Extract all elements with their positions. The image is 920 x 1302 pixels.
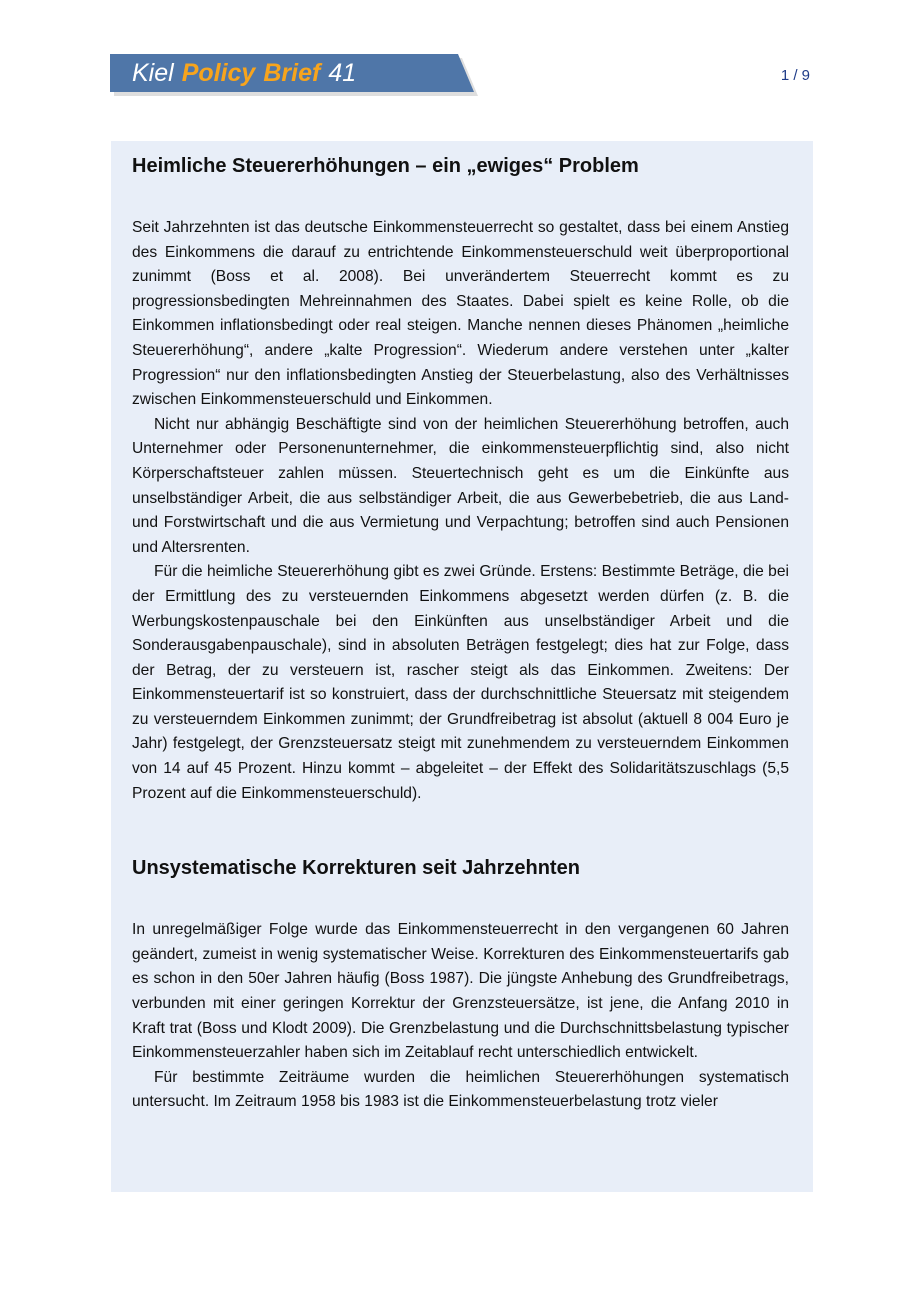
paragraph: Für die heimliche Steuererhöhung gibt es zwei Gründe. Erstens: Bestimmte Beträge, die bei der Ermittlung des zu versteuernden Einkommens abgesetzt werden dürfen (z. B. die Werbungskostenpauschale bei den Einkünften aus unselbständiger Arbeit und die Sonderausgabenpauschale), sind in absoluten Beträgen festgelegt; dies hat zur Folge, dass der Betrag, der zu versteuern ist, rascher steigt als das Einkommen. Zweitens: Der Einkommensteuertarif ist so konstruiert, dass der durchschnittliche Steuersatz mit steigendem zu versteuerndem Einkommen zunimmt; der Grundfreibetrag ist absolut (aktuell 8 004 Euro je Jahr) festgelegt, der Grenzsteuersatz steigt mit zunehmendem zu versteuerndem Einkommen von 14 auf 45 Prozent. Hinzu kommt – abgeleitet – der Effekt des Solidaritätszuschlags (5,5 Prozent auf die Einkommensteuerschuld). bbox=[132, 563, 789, 802]
paragraph: Nicht nur abhängig Beschäftigte sind von der heimlichen Steuererhöhung betroffen, auch Unternehmer oder Personenunternehmer, die einkommensteuerpflichtig sind, also nicht Körperschaftsteuer zahlen müssen. Steuertechnisch geht es um die Einkünfte aus unselbständiger Arbeit, die aus selbständiger Arbeit, die aus Gewerbebetrieb, die aus Land- und Forstwirtschaft und die aus Vermietung und Verpachtung; betroffen sind auch Pensionen und Altersrenten. bbox=[132, 415, 789, 556]
logo-word-brief: Brief bbox=[263, 59, 321, 87]
logo-word-kiel: Kiel bbox=[132, 59, 174, 87]
section-heading: Unsystematische Korrekturen seit Jahrzehnten bbox=[132, 857, 580, 880]
paragraph: In unregelmäßiger Folge wurde das Einkommensteuerrecht in den vergangenen 60 Jahren geändert, zumeist in wenig systematischer Weise. Korrekturen des Einkommensteuertarifs gab es schon in den 50er Jahren häufig (Boss 1987). Die jüngste Anhebung des Grundfreibetrags, verbunden mit einer geringen Korrektur der Grenzsteuersätze, ist jene, die Anfang 2010 in Kraft trat (Boss und Klodt 2009). Die Grenzbelastung und die Durchschnittsbelastung typischer Einkommensteuerzahler haben sich im Zeitablauf recht unterschiedlich entwickelt. bbox=[132, 921, 789, 1062]
logo-issue-number: 41 bbox=[328, 59, 357, 87]
series-logo bbox=[132, 58, 364, 88]
paragraph: Für bestimmte Zeiträume wurden die heimlichen Steuererhöhungen systematisch untersucht. Im Zeitraum 1958 bis 1983 ist die Einkommensteuerbelastung trotz vieler bbox=[132, 1068, 789, 1111]
article-body bbox=[132, 152, 789, 1115]
logo-word-policy: Policy bbox=[181, 59, 256, 87]
page-number: 1 / 9 bbox=[780, 67, 810, 84]
paragraph: Seit Jahrzehnten ist das deutsche Einkommensteuerrecht so gestaltet, dass bei einem Anstieg des Einkommens die darauf zu entrichtende Einkommensteuerschuld weit überproportional zunimmt (Boss et al. 2008). Bei unverändertem Steuerrecht kommt es zu progressionsbedingten Mehreinnahmen des Staates. Dabei spielt es keine Rolle, ob die Einkommen inflationsbedingt oder real steigen. Manche nennen dieses Phänomen „heimliche Steuererhöhung“, andere „kalte Progression“. Wiederum andere verstehen unter „kalter Progression“ nur den inflationsbedingten Anstieg der Steuerbelastung, also des Verhältnisses zwischen Einkommensteuerschuld und Einkommen. bbox=[132, 219, 789, 409]
section-heading: Heimliche Steuererhöhungen – ein „ewiges“ Problem bbox=[132, 155, 639, 177]
